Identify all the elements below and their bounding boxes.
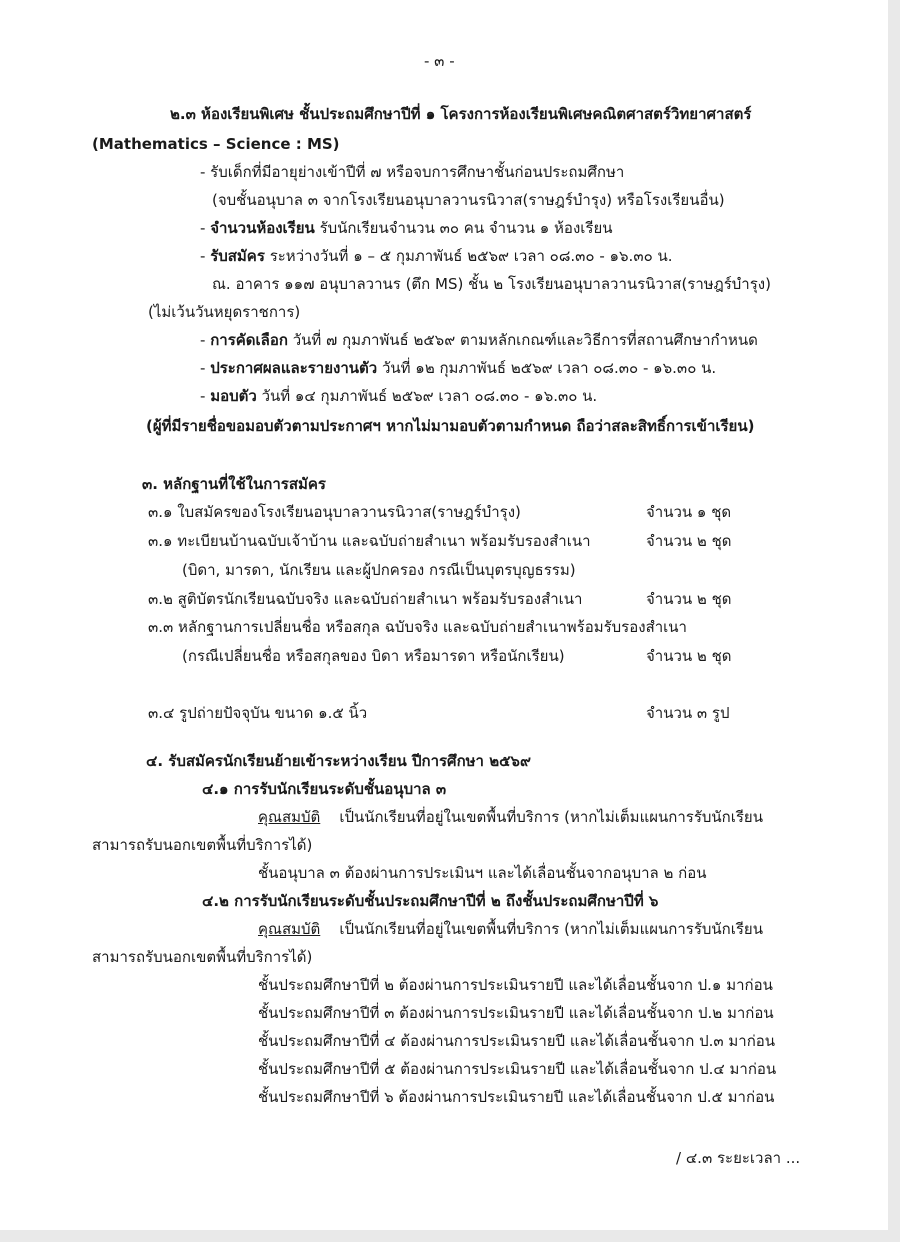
selection-label: การคัดเลือก bbox=[210, 331, 288, 349]
document-item-count: จำนวน ๒ ชุด bbox=[646, 590, 732, 608]
classroom-count-text: รับนักเรียนจำนวน ๓๐ คน จำนวน ๑ ห้องเรียน bbox=[319, 219, 613, 237]
document-item: ๓.๔ รูปถ่ายปัจจุบัน ขนาด ๑.๕ นิ้ว bbox=[148, 704, 368, 722]
document-item-count: จำนวน ๓ รูป bbox=[646, 704, 730, 722]
document-item-count: จำนวน ๑ ชุด bbox=[646, 503, 732, 521]
document-item: ๓.๓ หลักฐานการเปลี่ยนชื่อ หรือสกุล ฉบับจริง และฉบับถ่ายสำเนาพร้อมรับรองสำเนา bbox=[148, 618, 687, 636]
classroom-count-line: - จำนวนห้องเรียน รับนักเรียนจำนวน ๓๐ คน จำนวน ๑ ห้องเรียน bbox=[200, 219, 613, 237]
forfeit-warning: (ผู้ที่มีรายชื่อขอมอบตัวตามประกาศฯ หากไม่มามอบตัวตามกำหนด ถือว่าสละสิทธิ์การเข้าเรียน) bbox=[146, 417, 755, 435]
qualification-text: เป็นนักเรียนที่อยู่ในเขตพื้นที่บริการ (หากไม่เต็มแผนการรับนักเรียน bbox=[339, 920, 763, 938]
section-4-2-qualification bbox=[258, 919, 763, 939]
grade-requirement: ชั้นประถมศึกษาปีที่ ๕ ต้องผ่านการประเมินรายปี และได้เลื่อนชั้นจาก ป.๔ มาก่อน bbox=[258, 1060, 777, 1078]
announcement-line: - ประกาศผลและรายงานตัว วันที่ ๑๒ กุมภาพันธ์ ๒๕๖๙ เวลา ๐๘.๓๐ - ๑๖.๓๐ น. bbox=[200, 359, 717, 377]
grade-requirement: ชั้นประถมศึกษาปีที่ ๖ ต้องผ่านการประเมินรายปี และได้เลื่อนชั้นจาก ป.๕ มาก่อน bbox=[258, 1088, 775, 1106]
document-item-note: (บิดา, มารดา, นักเรียน และผู้ปกครอง กรณีเป็นบุตรบุญธรรม) bbox=[182, 561, 576, 579]
report-label: มอบตัว bbox=[210, 387, 257, 405]
announcement-label: ประกาศผลและรายงานตัว bbox=[210, 359, 378, 377]
application-text: ระหว่างวันที่ ๑ – ๕ กุมภาพันธ์ ๒๕๖๙ เวลา ๐๘.๓๐ - ๑๖.๓๐ น. bbox=[269, 247, 673, 265]
section-3-heading: ๓. หลักฐานที่ใช้ในการสมัคร bbox=[142, 475, 326, 493]
qualification-label: คุณสมบัติ bbox=[258, 920, 321, 938]
document-item-count: จำนวน ๒ ชุด bbox=[646, 532, 732, 550]
page-number: - ๓ - bbox=[424, 52, 455, 70]
report-text: วันที่ ๑๔ กุมภาพันธ์ ๒๕๖๙ เวลา ๐๘.๓๐ - ๑๖.๓๐ น. bbox=[261, 387, 598, 405]
section-4-1-qualification-cont: สามารถรับนอกเขตพื้นที่บริการได้) bbox=[92, 836, 313, 854]
continuation-note: / ๔.๓ ระยะเวลา ... bbox=[676, 1149, 801, 1167]
section-2-3-heading: ๒.๓ ห้องเรียนพิเศษ ชั้นประถมศึกษาปีที่ ๑ โครงการห้องเรียนพิเศษคณิตศาสตร์วิทยาศาสตร์ bbox=[170, 105, 752, 123]
section-4-1-qualification bbox=[258, 807, 763, 827]
grade-requirement: ชั้นประถมศึกษาปีที่ ๔ ต้องผ่านการประเมินรายปี และได้เลื่อนชั้นจาก ป.๓ มาก่อน bbox=[258, 1032, 776, 1050]
document-item: ๓.๑ ทะเบียนบ้านฉบับเจ้าบ้าน และฉบับถ่ายสำเนา พร้อมรับรองสำเนา bbox=[148, 532, 591, 550]
selection-line: - การคัดเลือก วันที่ ๗ กุมภาพันธ์ ๒๕๖๙ ตามหลักเกณฑ์และวิธีการที่สถานศึกษากำหนด bbox=[200, 331, 758, 349]
section-4-2-heading: ๔.๒ การรับนักเรียนระดับชั้นประถมศึกษาปีที่ ๒ ถึงชั้นประถมศึกษาปีที่ ๖ bbox=[202, 892, 659, 910]
document-item: ๓.๒ สูติบัตรนักเรียนฉบับจริง และฉบับถ่ายสำเนา พร้อมรับรองสำเนา bbox=[148, 590, 583, 608]
announcement-text: วันที่ ๑๒ กุมภาพันธ์ ๒๕๖๙ เวลา ๐๘.๓๐ - ๑๖.๓๐ น. bbox=[381, 359, 717, 377]
report-line: - มอบตัว วันที่ ๑๔ กุมภาพันธ์ ๒๕๖๙ เวลา ๐๘.๓๐ - ๑๖.๓๐ น. bbox=[200, 387, 598, 405]
application-label: รับสมัคร bbox=[210, 247, 265, 265]
grade-requirement: ชั้นประถมศึกษาปีที่ ๓ ต้องผ่านการประเมินรายปี และได้เลื่อนชั้นจาก ป.๒ มาก่อน bbox=[258, 1004, 774, 1022]
document-item: ๓.๑ ใบสมัครของโรงเรียนอนุบาลวานรนิวาส(ราษฎร์บำรุง) bbox=[148, 503, 521, 521]
document-item-count: จำนวน ๒ ชุด bbox=[646, 647, 732, 665]
document-item-note: (กรณีเปลี่ยนชื่อ หรือสกุลของ บิดา หรือมารดา หรือนักเรียน) bbox=[182, 647, 565, 665]
selection-text: วันที่ ๗ กุมภาพันธ์ ๒๕๖๙ ตามหลักเกณฑ์และวิธีการที่สถานศึกษากำหนด bbox=[292, 331, 758, 349]
section-4-1-heading: ๔.๑ การรับนักเรียนระดับชั้นอนุบาล ๓ bbox=[202, 780, 447, 798]
classroom-count-label: จำนวนห้องเรียน bbox=[210, 219, 315, 237]
application-period-line: - รับสมัคร ระหว่างวันที่ ๑ – ๕ กุมภาพันธ์ ๒๕๖๙ เวลา ๐๘.๓๐ - ๑๖.๓๐ น. bbox=[200, 247, 673, 265]
age-requirement-line1: - รับเด็กที่มีอายุย่างเข้าปีที่ ๗ หรือจบการศึกษาชั้นก่อนประถมศึกษา bbox=[200, 163, 625, 181]
age-requirement-line2: (จบชั้นอนุบาล ๓ จากโรงเรียนอนุบาลวานรนิวาส(ราษฎร์บำรุง) หรือโรงเรียนอื่น) bbox=[212, 191, 725, 209]
section-2-3-heading-cont: (Mathematics – Science : MS) bbox=[92, 135, 340, 153]
section-4-heading: ๔. รับสมัครนักเรียนย้ายเข้าระหว่างเรียน ปีการศึกษา ๒๕๖๙ bbox=[146, 752, 531, 770]
application-place: ณ. อาคาร ๑๑๗ อนุบาลวานร (ตึก MS) ชั้น ๒ โรงเรียนอนุบาลวานรนิวาส(ราษฎร์บำรุง) bbox=[212, 275, 771, 293]
qualification-text: เป็นนักเรียนที่อยู่ในเขตพื้นที่บริการ (หากไม่เต็มแผนการรับนักเรียน bbox=[339, 808, 763, 826]
grade-requirement: ชั้นประถมศึกษาปีที่ ๒ ต้องผ่านการประเมินรายปี และได้เลื่อนชั้นจาก ป.๑ มาก่อน bbox=[258, 976, 773, 994]
section-4-1-requirement: ชั้นอนุบาล ๓ ต้องผ่านการประเมินฯ และได้เลื่อนชั้นจากอนุบาล ๒ ก่อน bbox=[258, 864, 707, 882]
section-4-2-qualification-cont: สามารถรับนอกเขตพื้นที่บริการได้) bbox=[92, 948, 313, 966]
qualification-label: คุณสมบัติ bbox=[258, 808, 321, 826]
application-note: (ไม่เว้นวันหยุดราชการ) bbox=[148, 303, 301, 321]
